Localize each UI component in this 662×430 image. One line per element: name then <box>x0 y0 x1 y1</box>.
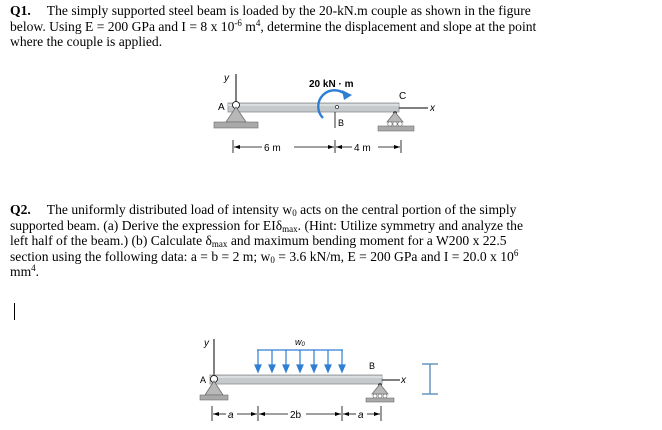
q2-text-line-2a: supported beam. (a) Derive the expression for EIδ <box>10 217 283 233</box>
q1-label: Q1. <box>10 3 31 18</box>
q2-text-line-5b: . <box>35 264 40 280</box>
q2-text-line-2b: . (Hint: Utilize symmetry and analyze the <box>297 217 523 233</box>
q2-dimension-line <box>212 406 381 421</box>
q2-exponent-4: 6 <box>513 247 519 258</box>
q1-text-line-2a: below. Using E = 200 GPa and I = 8 x 10 <box>10 18 235 34</box>
q2-exponent-5: 4 <box>31 263 36 274</box>
q1-dim-right: 4 m <box>354 143 371 154</box>
q1-point-a: A <box>218 102 225 113</box>
q2-load-label: w0 <box>295 337 305 348</box>
q2-distributed-load <box>255 337 345 372</box>
q1-x-label: x <box>430 103 435 114</box>
q2-text-line-3a: left half of the beam.) (b) Calculate δ <box>10 233 212 249</box>
q2-dim-a-left: a <box>228 410 234 421</box>
q2-text-line-5a: mm <box>10 264 32 280</box>
q1-text-line-2c: , determine the displacement and slope at the point <box>260 18 537 34</box>
q1-exponent-1: -6 <box>234 17 242 28</box>
q1-dim-left: 6 m <box>264 143 281 154</box>
q2-y-axis <box>203 338 214 376</box>
q2-label: Q2. <box>10 202 31 217</box>
q2-subscript-1: 0 <box>292 208 297 218</box>
q2-subscript-2: max <box>282 223 298 234</box>
q1-couple-label: 20 kN · m <box>309 79 354 90</box>
q1-text-line-2b: m <box>241 18 256 34</box>
q2-dim-2b: 2b <box>290 410 302 421</box>
q1-line-3: where the couple is applied. <box>10 34 163 50</box>
q2-beam <box>210 375 382 384</box>
q1-exponent-2: 4 <box>255 17 261 28</box>
i-beam-section-icon <box>422 364 438 394</box>
q1-text-line-1: The simply supported steel beam is loaded by the 20-kN.m couple as shown in the figure <box>46 3 531 18</box>
q2-x-label: x <box>401 375 406 386</box>
q2-point-b: B <box>369 361 376 371</box>
q2-point-a: A <box>200 375 207 385</box>
q2-y-label: y <box>204 338 209 349</box>
q2-subscript-4: 0 <box>270 254 275 265</box>
q2-text-line-4b: = 3.6 kN/m, E = 200 GPa and I = 20.0 x 10 <box>274 248 514 264</box>
q2-dim-a-right: a <box>358 410 364 421</box>
q2-text-line-1a: The uniformly distributed load of intensity w <box>46 202 293 217</box>
q1-y-label: y <box>224 73 229 84</box>
q1-point-b: B <box>338 118 345 128</box>
q2-text-line-4a: section using the following data: a = b = 2 m; w <box>10 248 271 264</box>
q2-text-line-3b: and maximum bending moment for a W200 x 22.5 <box>227 233 507 249</box>
q2-roller-support-b <box>366 383 394 402</box>
q2-subscript-3: max <box>211 239 228 250</box>
q1-point-c: C <box>399 91 407 102</box>
q2-text-line-1b: acts on the central portion of the simply <box>296 202 517 217</box>
